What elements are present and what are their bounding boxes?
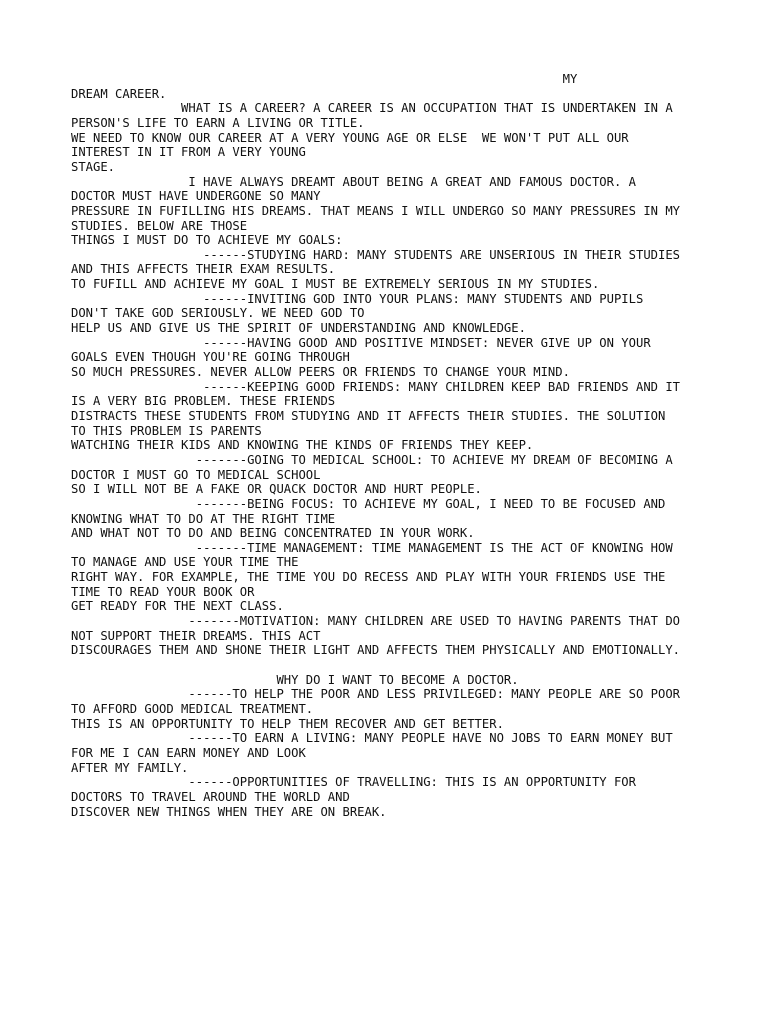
document-text-line: HELP US AND GIVE US THE SPIRIT OF UNDERSTANDING AND KNOWLEDGE. <box>71 321 526 336</box>
document-text-line: NOT SUPPORT THEIR DREAMS. THIS ACT <box>71 628 321 643</box>
document-text-line: GET READY FOR THE NEXT CLASS. <box>71 599 284 614</box>
document-text-line: WE NEED TO KNOW OUR CAREER AT A VERY YOUNG AGE OR ELSE WE WON'T PUT ALL OUR <box>71 130 629 145</box>
document-text-line: ------TO EARN A LIVING: MANY PEOPLE HAVE NO JOBS TO EARN MONEY BUT <box>71 731 673 746</box>
document-text-line: SO MUCH PRESSURES. NEVER ALLOW PEERS OR FRIENDS TO CHANGE YOUR MIND. <box>71 365 570 379</box>
document-text-line: THIS IS AN OPPORTUNITY TO HELP THEM RECOVER AND GET BETTER. <box>71 716 504 731</box>
document-text-line: ------OPPORTUNITIES OF TRAVELLING: THIS IS AN OPPORTUNITY FOR <box>71 775 636 790</box>
document-text-line: DON'T TAKE GOD SERIOUSLY. WE NEED GOD TO <box>71 306 365 321</box>
document-text-line: PRESSURE IN FUFILLING HIS DREAMS. THAT MEANS I WILL UNDERGO SO MANY PRESSURES IN MY <box>71 203 681 218</box>
document-text-line: AFTER MY FAMILY. <box>71 760 189 775</box>
document-text-line: PERSON'S LIFE TO EARN A LIVING OR TITLE. <box>71 115 365 130</box>
document-text-line: AND WHAT NOT TO DO AND BEING CONCENTRATED IN YOUR WORK. <box>71 526 475 541</box>
document-text-line: -------BEING FOCUS: TO ACHIEVE MY GOAL, I NEED TO BE FOCUSED AND <box>71 496 666 511</box>
document-text-line: DISCOVER NEW THINGS WHEN THEY ARE ON BREAK. <box>71 804 387 819</box>
document-text-line: WHAT IS A CAREER? A CAREER IS AN OCCUPATION THAT IS UNDERTAKEN IN A <box>71 101 673 116</box>
document-text-line: -------TIME MANAGEMENT: TIME MANAGEMENT IS THE ACT OF KNOWING HOW <box>71 540 673 555</box>
document-text-line: -------MOTIVATION: MANY CHILDREN ARE USED TO HAVING PARENTS THAT DO <box>71 614 681 629</box>
document-text-line: -------GOING TO MEDICAL SCHOOL: TO ACHIEVE MY DREAM OF BECOMING A <box>71 452 673 467</box>
document-text-line: I HAVE ALWAYS DREAMT ABOUT BEING A GREAT AND FAMOUS DOCTOR. A <box>71 174 636 189</box>
document-text-line: DOCTOR MUST HAVE UNDERGONE SO MANY <box>71 189 321 204</box>
document-text-line: STUDIES. BELOW ARE THOSE <box>71 218 248 233</box>
document-text-line: TO THIS PROBLEM IS PARENTS <box>71 423 262 438</box>
document-text-line: ------INVITING GOD INTO YOUR PLANS: MANY STUDENTS AND PUPILS <box>71 291 644 306</box>
document-text-line: DISCOURAGES THEM AND SHONE THEIR LIGHT AND AFFECTS THEM PHYSICALLY AND EMOTIONALLY. <box>71 643 681 658</box>
document-text-line: DREAM CAREER. <box>71 86 167 101</box>
document-text-line: FOR ME I CAN EARN MONEY AND LOOK <box>71 745 306 760</box>
document-text-line: THINGS I MUST DO TO ACHIEVE MY GOALS: <box>71 233 343 248</box>
document-text-line: KNOWING WHAT TO DO AT THE RIGHT TIME <box>71 511 336 526</box>
document-text-line: INTEREST IN IT FROM A VERY YOUNG <box>71 145 306 160</box>
document-text-line: MY <box>71 72 578 86</box>
document-text-line: ------KEEPING GOOD FRIENDS: MANY CHILDREN KEEP BAD FRIENDS AND IT <box>71 379 681 394</box>
document-text-line: DOCTORS TO TRAVEL AROUND THE WORLD AND <box>71 789 350 804</box>
document-text-line: RIGHT WAY. FOR EXAMPLE, THE TIME YOU DO RECESS AND PLAY WITH YOUR FRIENDS USE THE <box>71 570 666 585</box>
document-text-line: DOCTOR I MUST GO TO MEDICAL SCHOOL <box>71 467 321 482</box>
document-text-line: ------HAVING GOOD AND POSITIVE MINDSET: NEVER GIVE UP ON YOUR <box>71 335 651 350</box>
document-text-line: TO FUFILL AND ACHIEVE MY GOAL I MUST BE EXTREMELY SERIOUS IN MY STUDIES. <box>71 277 600 292</box>
document-text-line: STAGE. <box>71 159 116 174</box>
document-text-line: WATCHING THEIR KIDS AND KNOWING THE KINDS OF FRIENDS THEY KEEP. <box>71 438 534 453</box>
document-text-line: TO MANAGE AND USE YOUR TIME THE <box>71 555 299 570</box>
document-text-line: IS A VERY BIG PROBLEM. THESE FRIENDS <box>71 394 336 409</box>
document-text-line: WHY DO I WANT TO BECOME A DOCTOR. <box>71 672 519 687</box>
document-text-line: TO AFFORD GOOD MEDICAL TREATMENT. <box>71 701 314 716</box>
document-text-line: AND THIS AFFECTS THEIR EXAM RESULTS. <box>71 262 336 277</box>
document-text-line: SO I WILL NOT BE A FAKE OR QUACK DOCTOR AND HURT PEOPLE. <box>71 482 482 497</box>
document-text-line: ------TO HELP THE POOR AND LESS PRIVILEGED: MANY PEOPLE ARE SO POOR <box>71 687 681 702</box>
document-text-line: TIME TO READ YOUR BOOK OR <box>71 584 255 599</box>
document-text-line: GOALS EVEN THOUGH YOU'RE GOING THROUGH <box>71 350 350 365</box>
document-text-line: DISTRACTS THESE STUDENTS FROM STUDYING AND IT AFFECTS THEIR STUDIES. THE SOLUTION <box>71 408 666 423</box>
document-text-line: ------STUDYING HARD: MANY STUDENTS ARE UNSERIOUS IN THEIR STUDIES <box>71 247 681 262</box>
